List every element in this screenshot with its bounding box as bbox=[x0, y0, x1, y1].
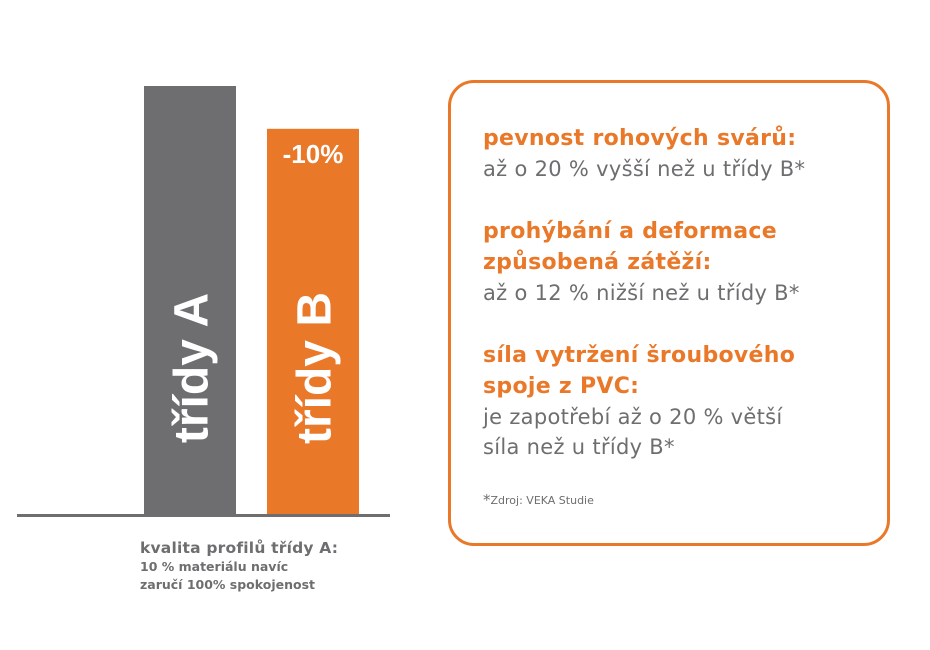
info-heading: prohýbání a deformace bbox=[483, 219, 777, 244]
info-heading: spoje z PVC: bbox=[483, 374, 640, 399]
info-item-screw-pullout bbox=[483, 340, 795, 462]
info-text: síla než u třídy B* bbox=[483, 435, 675, 459]
source-asterisk: * bbox=[483, 491, 491, 509]
info-box bbox=[448, 80, 890, 546]
info-text: až o 12 % nižší než u třídy B* bbox=[483, 281, 800, 305]
chart-caption bbox=[140, 538, 338, 594]
bar-category-label: třídy A bbox=[165, 292, 219, 444]
caption-title: kvalita profilů třídy A: bbox=[140, 539, 339, 557]
info-text: až o 20 % vyšší než u třídy B* bbox=[483, 157, 806, 181]
info-text: je zapotřebí až o 20 % větší bbox=[483, 405, 783, 429]
info-heading: síla vytržení šroubového bbox=[483, 343, 796, 368]
info-heading: pevnost rohových svárů: bbox=[483, 126, 797, 151]
info-item-corner-weld-strength bbox=[483, 123, 805, 184]
source-text: Zdroj: VEKA Studie bbox=[490, 494, 594, 507]
bar-category-label: třídy B bbox=[288, 291, 342, 445]
source-note bbox=[483, 491, 594, 509]
caption-line-3: zaručí 100% spokojenost bbox=[140, 577, 315, 592]
info-heading: způsobená zátěží: bbox=[483, 250, 712, 275]
bar-data-label: -10% bbox=[282, 138, 344, 169]
caption-line-2: 10 % materiálu navíc bbox=[140, 559, 289, 574]
info-item-deformation bbox=[483, 216, 800, 308]
